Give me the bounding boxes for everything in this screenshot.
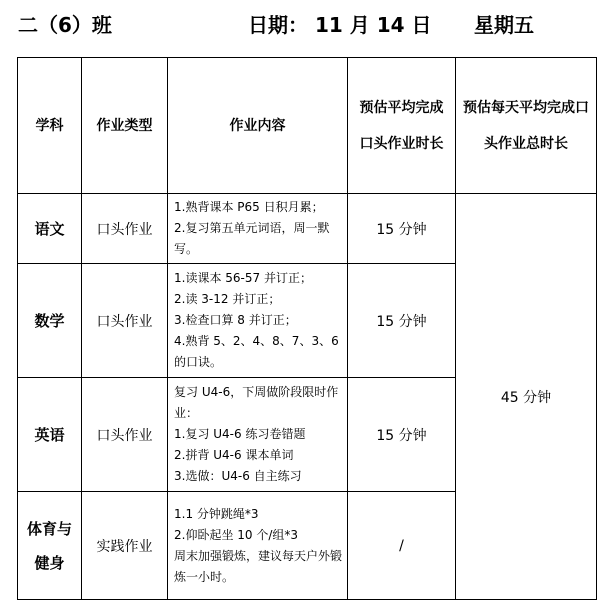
table-row — [18, 194, 597, 264]
content-cell — [168, 378, 348, 492]
column-header-content: 作业内容 — [168, 58, 348, 194]
weekday-label: 星期五 — [474, 13, 534, 37]
subject-cell: 英语 — [18, 378, 82, 492]
date-label: 日期： 11 月 14 日 — [248, 13, 432, 37]
type-cell: 口头作业 — [82, 378, 168, 492]
content-line: 3.选做：U4-6 自主练习 — [174, 469, 302, 483]
time-cell: / — [348, 492, 456, 600]
content-cell — [168, 194, 348, 264]
subject-cell: 语文 — [18, 194, 82, 264]
content-line: 1.熟背课本 P65 日积月累； — [174, 200, 324, 214]
subject-cell: 数学 — [18, 264, 82, 378]
content-cell — [168, 264, 348, 378]
content-line: 2.仰卧起坐 10 个/组*3 — [174, 527, 299, 542]
content-line: 4.熟背 5、2、4、8、7、3、6 的口诀。 — [174, 334, 343, 369]
type-cell: 实践作业 — [82, 492, 168, 600]
column-header-total-time: 预估每天平均完成口头作业总时长 — [456, 58, 597, 194]
homework-table — [17, 57, 597, 600]
content-line: 周末加强锻炼，建议每天户外锻炼一小时。 — [174, 548, 343, 584]
content-line: 1.复习 U4-6 练习卷错题 — [174, 427, 306, 441]
content-line: 2.复习第五单元词语，周一默写。 — [174, 221, 330, 256]
content-line: 复习 U4-6，下周做阶段限时作业： — [174, 385, 339, 420]
content-line: 1.读课本 56-57 并订正； — [174, 271, 312, 285]
column-header-avg-time: 预估平均完成口头作业时长 — [348, 58, 456, 194]
total-time-cell: 45 分钟 — [456, 194, 597, 600]
type-cell: 口头作业 — [82, 264, 168, 378]
column-header-type: 作业类型 — [82, 58, 168, 194]
time-cell: 15 分钟 — [348, 194, 456, 264]
content-line: 3.检查口算 8 并订正； — [174, 313, 297, 327]
type-cell: 口头作业 — [82, 194, 168, 264]
content-line: 2.拼背 U4-6 课本单词 — [174, 448, 294, 462]
class-label: 二（6）班 — [18, 13, 112, 37]
subject-cell: 体育与健身 — [18, 492, 82, 600]
content-line: 2.读 3-12 并订正； — [174, 292, 281, 306]
content-cell — [168, 492, 348, 600]
table-header-row — [18, 58, 597, 194]
column-header-subject: 学科 — [18, 58, 82, 194]
time-cell: 15 分钟 — [348, 264, 456, 378]
content-line: 1.1 分钟跳绳*3 — [174, 506, 259, 521]
time-cell: 15 分钟 — [348, 378, 456, 492]
